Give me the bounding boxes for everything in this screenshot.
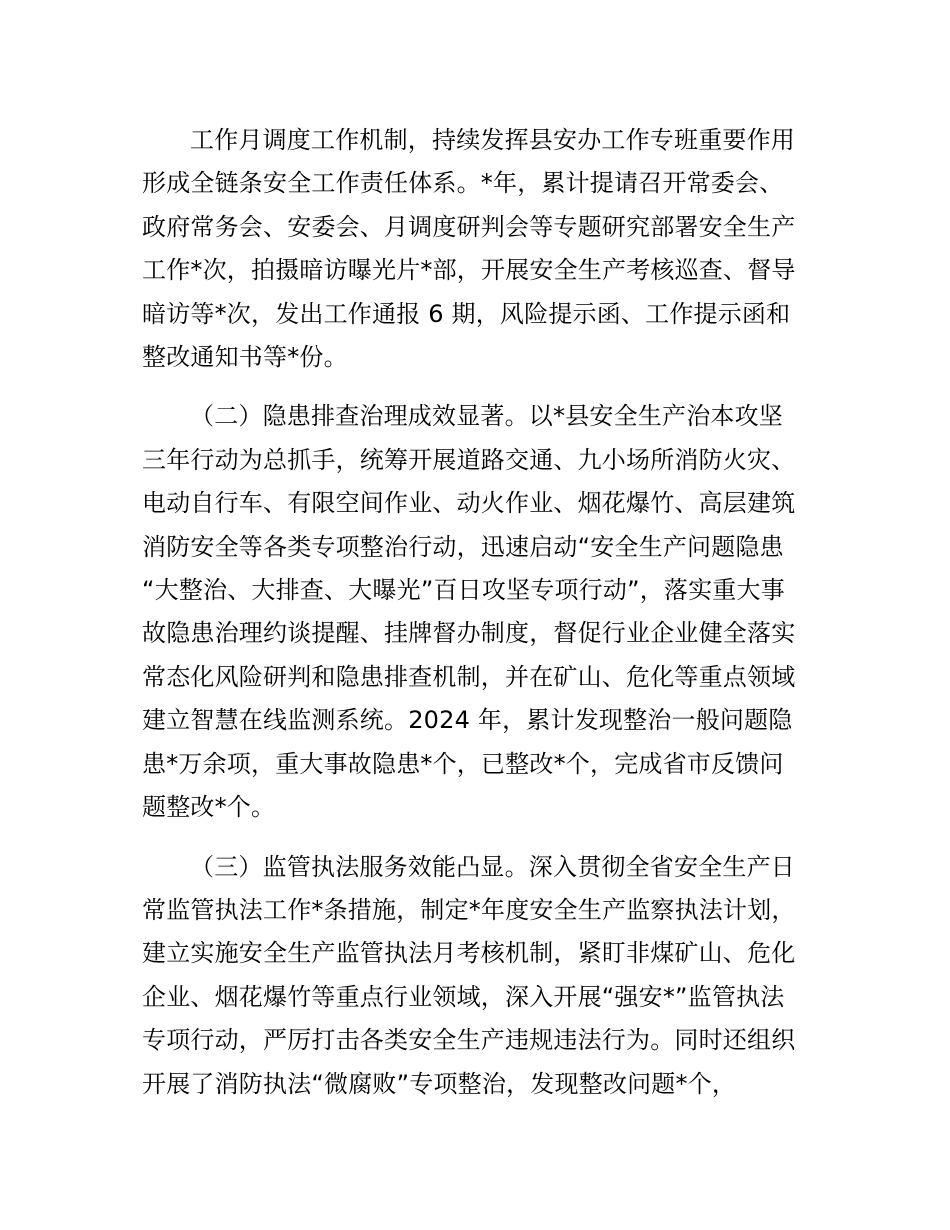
text-line: 建立智慧在线监测系统。2024 年，累计发现整治一般问题隐 [142, 706, 793, 735]
paragraph-hazard-inspection [142, 395, 822, 829]
text-line: 工作*次，拍摄暗访曝光片*部，开展安全生产考核巡查、督导 [142, 256, 796, 285]
text-line: 暗访等*次，发出工作通报 6 期，风险提示函、工作提示函和 [142, 299, 791, 328]
text-line: 工作月调度工作机制，持续发挥县安办工作专班重要作用 [190, 126, 795, 154]
paragraph-law-enforcement [142, 846, 822, 1106]
text-line: 消防安全等各类专项整治行动，迅速启动“安全生产问题隐患 [142, 532, 784, 561]
text-line: 常态化风险研判和隐患排查机制，并在矿山、危化等重点领域 [142, 662, 796, 691]
text-line: 患*万余项，重大事故隐患*个，已整改*个，完成省市反馈问 [142, 749, 784, 778]
paragraph-work-mechanism [142, 119, 822, 379]
text-line: 三年行动为总抓手，统筹开展道路交通、九小场所消防火灾、 [142, 445, 796, 474]
text-line: “大整治、大排查、大曝光”百日攻坚专项行动”，落实重大事 [142, 576, 785, 605]
text-line: 电动自行车、有限空间作业、动火作业、烟花爆竹、高层建筑 [142, 489, 796, 518]
text-line: 题整改*个。 [142, 793, 276, 822]
section-heading-line: （二）隐患排查治理成效显著。以*县安全生产治本攻坚 [190, 402, 783, 431]
text-line: 企业、烟花爆竹等重点行业领域，深入开展“强安*”监管执法 [142, 982, 785, 1011]
text-line: 形成全链条安全工作责任体系。*年，累计提请召开常委会、 [142, 169, 784, 198]
text-line: 政府常务会、安委会、月调度研判会等专题研究部署安全生产 [142, 212, 796, 241]
text-line: 建立实施安全生产监管执法月考核机制，紧盯非煤矿山、危化 [142, 939, 796, 968]
text-line: 常监管执法工作*条措施，制定*年度安全生产监察执法计划， [142, 895, 796, 924]
document-body [142, 119, 822, 1106]
text-line: 故隐患治理约谈提醒、挂牌督办制度，督促行业企业健全落实 [142, 619, 796, 648]
text-line: 整改通知书等*份。 [142, 343, 348, 372]
section-heading-line: （三）监管执法服务效能凸显。深入贯彻全省安全生产日 [190, 852, 795, 881]
text-line: 开展了消防执法“微腐败”专项整治，发现整改问题*个， [142, 1069, 737, 1098]
text-line: 专项行动，严厉打击各类安全生产违规违法行为。同时还组织 [142, 1026, 796, 1055]
